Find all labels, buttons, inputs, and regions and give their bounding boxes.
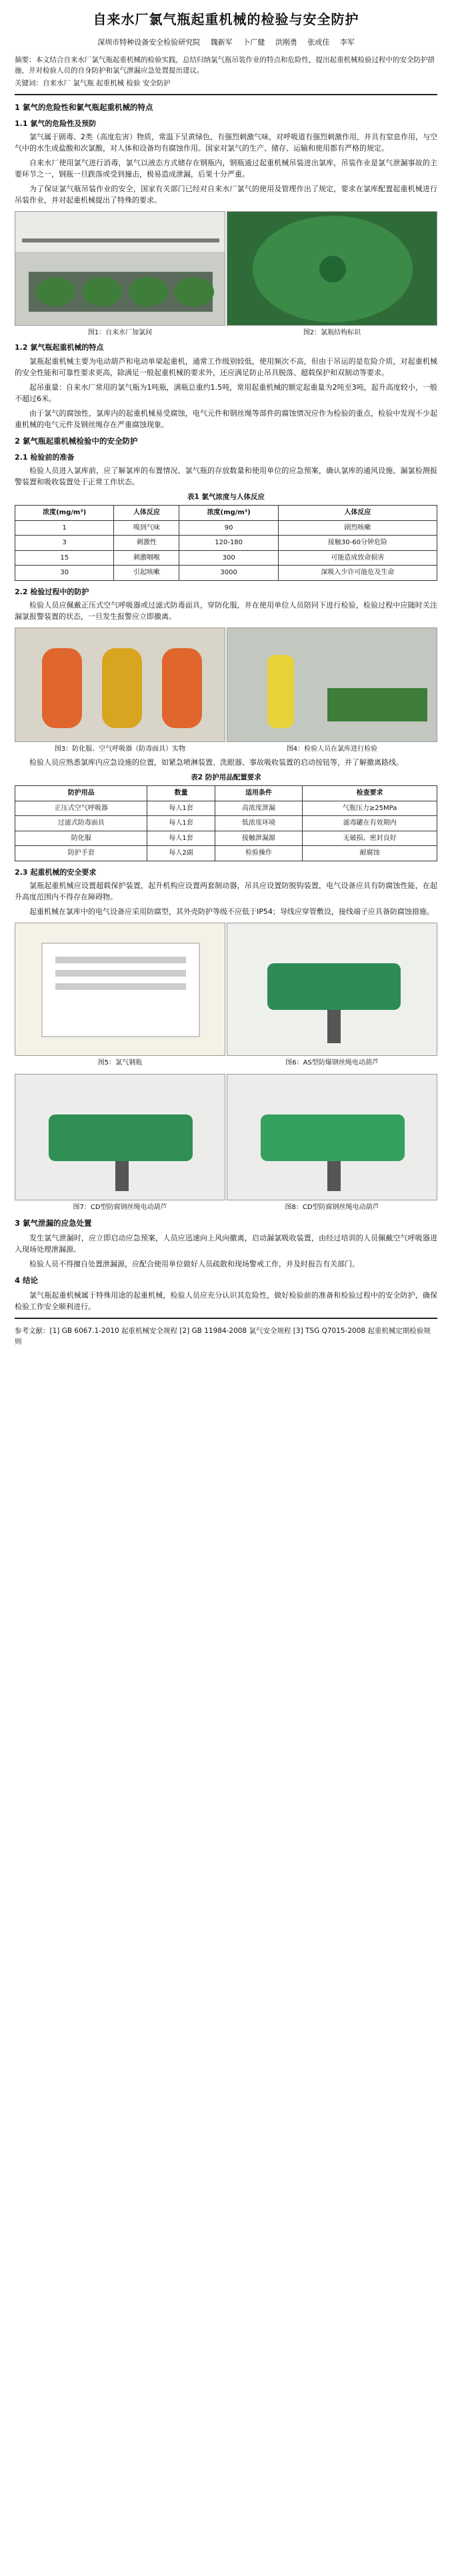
table-header-cell: 适用条件 bbox=[215, 786, 303, 801]
author-5: 李军 bbox=[339, 38, 355, 47]
table-cell: 每人2副 bbox=[147, 846, 215, 861]
paragraph: 氯气瓶起重机械属于特殊用途的起重机械，检验人员应充分认识其危险性，做好检验前的准备和检验过程中的安全防护，确保检验工作安全顺利进行。 bbox=[15, 1290, 437, 1311]
table-1 bbox=[15, 505, 437, 581]
table-cell: 1 bbox=[15, 520, 114, 536]
figure-2-caption: 图2：氯瓶结构标识 bbox=[303, 328, 361, 336]
divider bbox=[15, 94, 437, 95]
table-cell: 刺激性 bbox=[114, 536, 179, 551]
author-org: 深圳市特种设备安全检验研究院 bbox=[97, 38, 201, 47]
abstract: 摘要：本文结合自来水厂氯气瓶起重机械的检验实践，总结归纳氯气瓶吊装作业的特点和危险性，提出起重机械检验过程中的安全防护措施，并对检验人员的自身防护和氯气泄漏应急处置提出建议。 bbox=[15, 56, 435, 75]
figure-row bbox=[15, 1074, 437, 1213]
section-2-2-heading: 2.2 检验过程中的防护 bbox=[15, 587, 89, 596]
table-cell: 刺激咽喉 bbox=[114, 550, 179, 566]
paragraph: 由于氯气的腐蚀性，氯库内的起重机械易受腐蚀，电气元件和钢丝绳等部件的腐蚀情况应作为检验的重点，检验中发现不少起重机械的电气元件及钢丝绳存在严重腐蚀现象。 bbox=[15, 408, 437, 429]
table-cell: 高浓度泄漏 bbox=[215, 801, 303, 816]
table-cell: 300 bbox=[179, 550, 278, 566]
paragraph: 为了保证氯气瓶吊装作业的安全，国家有关部门已经对自来水厂氯气的使用及管理作出了规定，要求在氯库配置起重机械进行吊装作业，并对起重机械提出了特殊的要求。 bbox=[15, 184, 437, 205]
author-2: 卜广健 bbox=[243, 38, 265, 47]
figure-5 bbox=[15, 923, 225, 1069]
figure-2 bbox=[227, 211, 437, 338]
section-1-1-heading: 1.1 氯气的危险性及预防 bbox=[15, 119, 97, 128]
paragraph: 自来水厂使用氯气进行消毒，氯气以液态方式储存在钢瓶内，钢瓶通过起重机械吊装进出氯库，吊装作业是氯气泄漏事故的主要环节之一，钢瓶一旦跌落或受到撞击，极易造成泄漏，后果十分严重。 bbox=[15, 158, 437, 179]
table-header-cell: 检查要求 bbox=[303, 786, 437, 801]
paragraph: 检验人员应佩戴正压式空气呼吸器或过滤式防毒面具，穿防化服，并在使用单位人员陪同下进行检验，检验过程中应随时关注漏氯报警装置的状态，一旦发生报警应立即撤离。 bbox=[15, 600, 437, 621]
cylinder-label-photo bbox=[227, 211, 437, 326]
table-1-caption: 表1 氯气浓度与人体反应 bbox=[187, 492, 265, 501]
table-header-row bbox=[15, 786, 437, 801]
section-2-3-heading: 2.3 起重机械的安全要求 bbox=[15, 867, 97, 877]
table-cell: 耐腐蚀 bbox=[303, 846, 437, 861]
paragraph: 发生氯气泄漏时，应立即启动应急预案，人员应迅速向上风向撤离，启动漏氯吸收装置，由经过培训的人员佩戴空气呼吸器进入现场处理泄漏源。 bbox=[15, 1233, 437, 1254]
paragraph: 检验人员进入氯库前，应了解氯库的布置情况、氯气瓶的存放数量和使用单位的应急预案，确认氯库的通风设施、漏氯检测报警装置和吸收装置处于正常工作状态。 bbox=[15, 466, 437, 486]
table-cell: 引起咳嗽 bbox=[114, 566, 179, 581]
table-cell: 120-180 bbox=[179, 536, 278, 551]
figure-4-caption: 图4：检验人员在氯库进行检验 bbox=[286, 745, 378, 753]
table-cell: 滤毒罐在有效期内 bbox=[303, 816, 437, 831]
table-header-cell: 浓度(mg/m³) bbox=[15, 506, 114, 521]
table-header-cell: 人体反应 bbox=[114, 506, 179, 521]
table-cell: 过滤式防毒面具 bbox=[15, 816, 147, 831]
figure-8 bbox=[227, 1074, 437, 1213]
table-cell: 气瓶压力≥25MPa bbox=[303, 801, 437, 816]
figure-row bbox=[15, 211, 437, 338]
protective-suit-photo bbox=[15, 628, 225, 742]
divider bbox=[15, 1318, 437, 1319]
hoist-photo-cd-2 bbox=[227, 1074, 437, 1200]
figure-1 bbox=[15, 211, 225, 338]
figure-3-caption: 图3：防化服、空气呼吸器（防毒面具）实物 bbox=[54, 745, 186, 753]
table-row bbox=[15, 550, 437, 566]
table-cell: 3 bbox=[15, 536, 114, 551]
table-cell: 可能造成致命损害 bbox=[278, 550, 437, 566]
section-2-heading: 2 氯气瓶起重机械检验中的安全防护 bbox=[15, 436, 138, 446]
references: 参考文献：[1] GB 6067.1-2010 起重机械安全规程 [2] GB 11984-2008 氯气安全规程 [3] TSG Q7015-2008 起重机械定期检验规则 bbox=[15, 1327, 431, 1346]
paragraph: 起重机械在氯库中的电气设备应采用防腐型，其外壳防护等级不应低于IP54；导线应穿管敷设，接线端子应具备防腐蚀措施。 bbox=[29, 907, 434, 917]
figure-4 bbox=[227, 628, 437, 755]
table-row bbox=[15, 536, 437, 551]
authors bbox=[15, 37, 437, 48]
table-header-cell: 人体反应 bbox=[278, 506, 437, 521]
table-cell: 防护手套 bbox=[15, 846, 147, 861]
table-row bbox=[15, 846, 437, 861]
table-row bbox=[15, 566, 437, 581]
table-cell: 30 bbox=[15, 566, 114, 581]
table-cell: 每人1套 bbox=[147, 816, 215, 831]
table-row bbox=[15, 520, 437, 536]
table-cell: 每人1套 bbox=[147, 801, 215, 816]
table-2-caption: 表2 防护用品配置要求 bbox=[191, 773, 261, 782]
chlorine-room-photo bbox=[15, 211, 225, 326]
author-1: 魏新军 bbox=[210, 38, 233, 47]
hoist-photo-cd-1 bbox=[15, 1074, 225, 1200]
figure-6 bbox=[227, 923, 437, 1069]
table-cell: 15 bbox=[15, 550, 114, 566]
table-cell: 剧烈咳嗽 bbox=[278, 520, 437, 536]
inspection-photo bbox=[227, 628, 437, 742]
figure-7 bbox=[15, 1074, 225, 1213]
author-3: 洪刚勇 bbox=[275, 38, 297, 47]
paragraph: 检验人员应熟悉氯库内应急设施的位置，如紧急喷淋装置、洗眼器、事故吸收装置的启动按钮等，并了解撤离路线。 bbox=[29, 758, 403, 767]
table-header-row bbox=[15, 506, 437, 521]
table-cell: 每人1套 bbox=[147, 831, 215, 846]
table-row bbox=[15, 816, 437, 831]
figure-7-caption: 图7：CD型防腐钢丝绳电动葫芦 bbox=[73, 1203, 167, 1211]
paragraph: 检验人员不得擅自处置泄漏源，应配合使用单位做好人员疏散和现场警戒工作，并及时报告有关部门。 bbox=[29, 1260, 359, 1269]
figure-8-caption: 图8：CD型防腐钢丝绳电动葫芦 bbox=[285, 1203, 379, 1211]
table-cell: 嗅到气味 bbox=[114, 520, 179, 536]
keywords: 关键词：自来水厂 氯气瓶 起重机械 检验 安全防护 bbox=[15, 79, 171, 87]
table-row bbox=[15, 801, 437, 816]
table-cell: 深吸入少许可能危及生命 bbox=[278, 566, 437, 581]
table-header-cell: 防护用品 bbox=[15, 786, 147, 801]
paragraph: 起吊重量：自来水厂常用的氯气瓶为1吨瓶，满瓶总重约1.5吨，常用起重机械的额定起重量为2吨至3吨，起升高度较小，一般不超过6米。 bbox=[15, 382, 437, 403]
author-4: 张成佳 bbox=[307, 38, 330, 47]
figure-1-caption: 图1：自来水厂加氯间 bbox=[87, 328, 153, 336]
section-3-heading: 3 氯气泄漏的应急处置 bbox=[15, 1218, 92, 1228]
figure-row bbox=[15, 923, 437, 1069]
table-cell: 低浓度环境 bbox=[215, 816, 303, 831]
table-cell: 接触泄漏源 bbox=[215, 831, 303, 846]
table-cell: 检验操作 bbox=[215, 846, 303, 861]
figure-row bbox=[15, 628, 437, 755]
table-header-cell: 数量 bbox=[147, 786, 215, 801]
paragraph: 氯瓶起重机械主要为电动葫芦和电动单梁起重机，通常工作级别较低，使用频次不高，但由于吊运的是危险介质，对起重机械的安全性能和可靠性要求更高，除满足一般起重机械的要求外，还应满足防止吊具脱落、超载保护和双制动等要求。 bbox=[15, 356, 437, 377]
table-cell: 90 bbox=[179, 520, 278, 536]
table-cell: 3000 bbox=[179, 566, 278, 581]
table-cell: 无破损、密封良好 bbox=[303, 831, 437, 846]
section-1-heading: 1 氯气的危险性和氯气瓶起重机械的特点 bbox=[15, 102, 153, 112]
paragraph: 氯气属于剧毒、2类（高度危害）物质，常温下呈黄绿色，有强烈刺激气味，对呼吸道有强烈刺激作用，并具有窒息作用，与空气中的水生成盐酸和次氯酸，对人体和设备均有腐蚀作用。国家对氯气的生产、储存、运输和使用都有严格的规定。 bbox=[15, 132, 437, 153]
paper-page bbox=[7, 0, 445, 2576]
section-2-1-heading: 2.1 检验前的准备 bbox=[15, 452, 75, 462]
table-cell: 接触30-60分钟危险 bbox=[278, 536, 437, 551]
table-cell: 防化服 bbox=[15, 831, 147, 846]
table-row bbox=[15, 831, 437, 846]
figure-5-caption: 图5：氯气钢瓶 bbox=[97, 1059, 143, 1067]
figure-3 bbox=[15, 628, 225, 755]
figure-6-caption: 图6：AS型防爆钢丝绳电动葫芦 bbox=[285, 1059, 379, 1067]
paper-title: 自来水厂氯气瓶起重机械的检验与安全防护 bbox=[93, 11, 359, 27]
section-4-heading: 4 结论 bbox=[15, 1276, 39, 1286]
table-header-cell: 浓度(mg/m³) bbox=[179, 506, 278, 521]
hoist-photo-as bbox=[227, 923, 437, 1056]
table-2 bbox=[15, 785, 437, 861]
section-1-2-heading: 1.2 氯气瓶起重机械的特点 bbox=[15, 343, 104, 352]
cylinder-photo bbox=[15, 923, 225, 1056]
table-cell: 正压式空气呼吸器 bbox=[15, 801, 147, 816]
paragraph: 氯瓶起重机械应设置超载保护装置，起升机构应设置两套制动器，吊具应设置防脱钩装置，电气设备应具有防腐蚀性能，在起升高度范围内不得存在障碍物。 bbox=[15, 881, 437, 902]
